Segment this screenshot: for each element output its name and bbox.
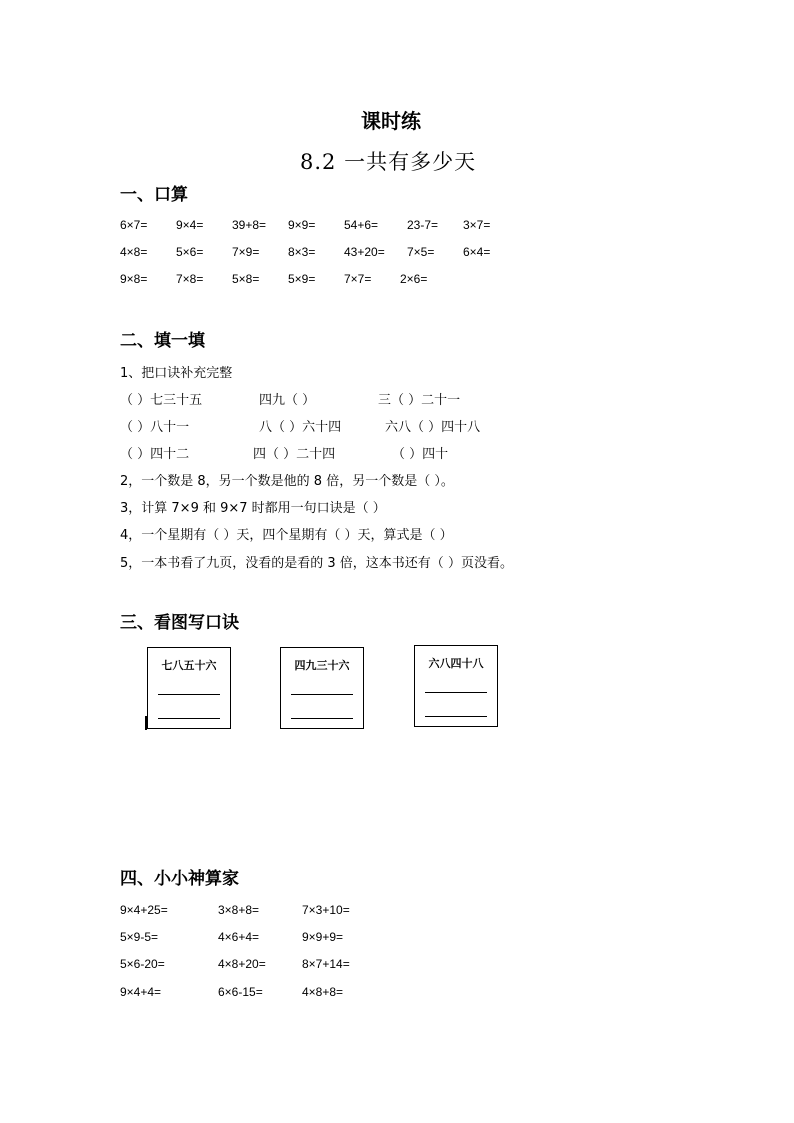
mental-math-item: 6×6-15=	[218, 985, 263, 999]
oral-calc-item: 8×3=	[288, 245, 316, 259]
question-3: 3，计算 7×9 和 9×7 时都用一句口诀是（ ）	[120, 501, 386, 516]
verse-blank: 六八（ ）四十八	[385, 420, 481, 435]
page-title: 课时练	[361, 109, 421, 133]
verse-card-text: 七八五十六	[161, 659, 217, 672]
oral-calc-item: 6×7=	[120, 218, 148, 232]
mental-math-item: 4×6+4=	[218, 930, 260, 944]
oral-calc-item: 54+6=	[344, 218, 379, 232]
card-edge-mark	[145, 716, 147, 730]
oral-calc-item: 7×9=	[232, 245, 260, 259]
mental-math-item: 4×8+8=	[302, 985, 344, 999]
verse-card-3	[414, 645, 498, 727]
mental-math-item: 3×8+8=	[218, 903, 260, 917]
verse-blank: 八（ ）六十四	[259, 420, 342, 435]
answer-line	[425, 692, 487, 693]
section-heading-mental-math: 四、小小神算家	[120, 869, 239, 889]
oral-calc-item: 5×8=	[232, 272, 260, 286]
verse-card-2	[280, 647, 364, 729]
mental-math-item: 8×7+14=	[302, 957, 350, 971]
lesson-title: 8.2 一共有多少天	[300, 150, 477, 174]
oral-calc-item: 5×9=	[288, 272, 316, 286]
mental-math-item: 5×6-20=	[120, 957, 165, 971]
oral-calc-item: 2×6=	[400, 272, 428, 286]
verse-card-text: 四九三十六	[294, 659, 350, 672]
oral-calc-item: 7×8=	[176, 272, 204, 286]
verse-card-text: 六八四十八	[428, 657, 484, 670]
mental-math-item: 5×9-5=	[120, 930, 159, 944]
oral-calc-item: 3×7=	[463, 218, 491, 232]
mental-math-item: 7×3+10=	[302, 903, 350, 917]
question-4: 4，一个星期有（ ）天，四个星期有（ ）天，算式是（ ）	[120, 528, 453, 543]
question-1-title: 1、把口诀补充完整	[120, 366, 233, 381]
verse-blank: （ ）七三十五	[120, 393, 203, 408]
mental-math-item: 9×4+25=	[120, 903, 168, 917]
oral-calc-item: 7×7=	[344, 272, 372, 286]
oral-calc-item: 4×8=	[120, 245, 148, 259]
answer-line	[425, 716, 487, 717]
verse-blank: （ ）四十	[392, 447, 449, 462]
verse-blank: （ ）四十二	[120, 447, 190, 462]
oral-calc-item: 39+8=	[232, 218, 267, 232]
verse-blank: （ ）八十一	[120, 420, 190, 435]
oral-calc-item: 43+20=	[344, 245, 385, 259]
verse-card-1	[147, 647, 231, 729]
answer-line	[158, 718, 220, 719]
mental-math-item: 4×8+20=	[218, 957, 266, 971]
oral-calc-item: 7×5=	[407, 245, 435, 259]
mental-math-item: 9×4+4=	[120, 985, 162, 999]
verse-blank: 四九（ ）	[259, 393, 316, 408]
verse-blank: 三（ ）二十一	[378, 393, 461, 408]
oral-calc-item: 9×9=	[288, 218, 316, 232]
mental-math-item: 9×9+9=	[302, 930, 344, 944]
answer-line	[291, 694, 353, 695]
question-5: 5，一本书看了九页，没看的是看的 3 倍，这本书还有（ ）页没看。	[120, 556, 513, 571]
oral-calc-item: 9×4=	[176, 218, 204, 232]
answer-line	[291, 718, 353, 719]
oral-calc-item: 23-7=	[407, 218, 439, 232]
section-heading-oral-calc: 一、口算	[120, 185, 188, 205]
answer-line	[158, 694, 220, 695]
oral-calc-item: 6×4=	[463, 245, 491, 259]
verse-blank: 四（ ）二十四	[253, 447, 336, 462]
section-heading-fill-in: 二、填一填	[120, 331, 205, 351]
oral-calc-item: 9×8=	[120, 272, 148, 286]
section-heading-picture-verse: 三、看图写口诀	[120, 613, 239, 633]
oral-calc-item: 5×6=	[176, 245, 204, 259]
question-2: 2，一个数是 8，另一个数是他的 8 倍，另一个数是（ ）。	[120, 474, 454, 489]
